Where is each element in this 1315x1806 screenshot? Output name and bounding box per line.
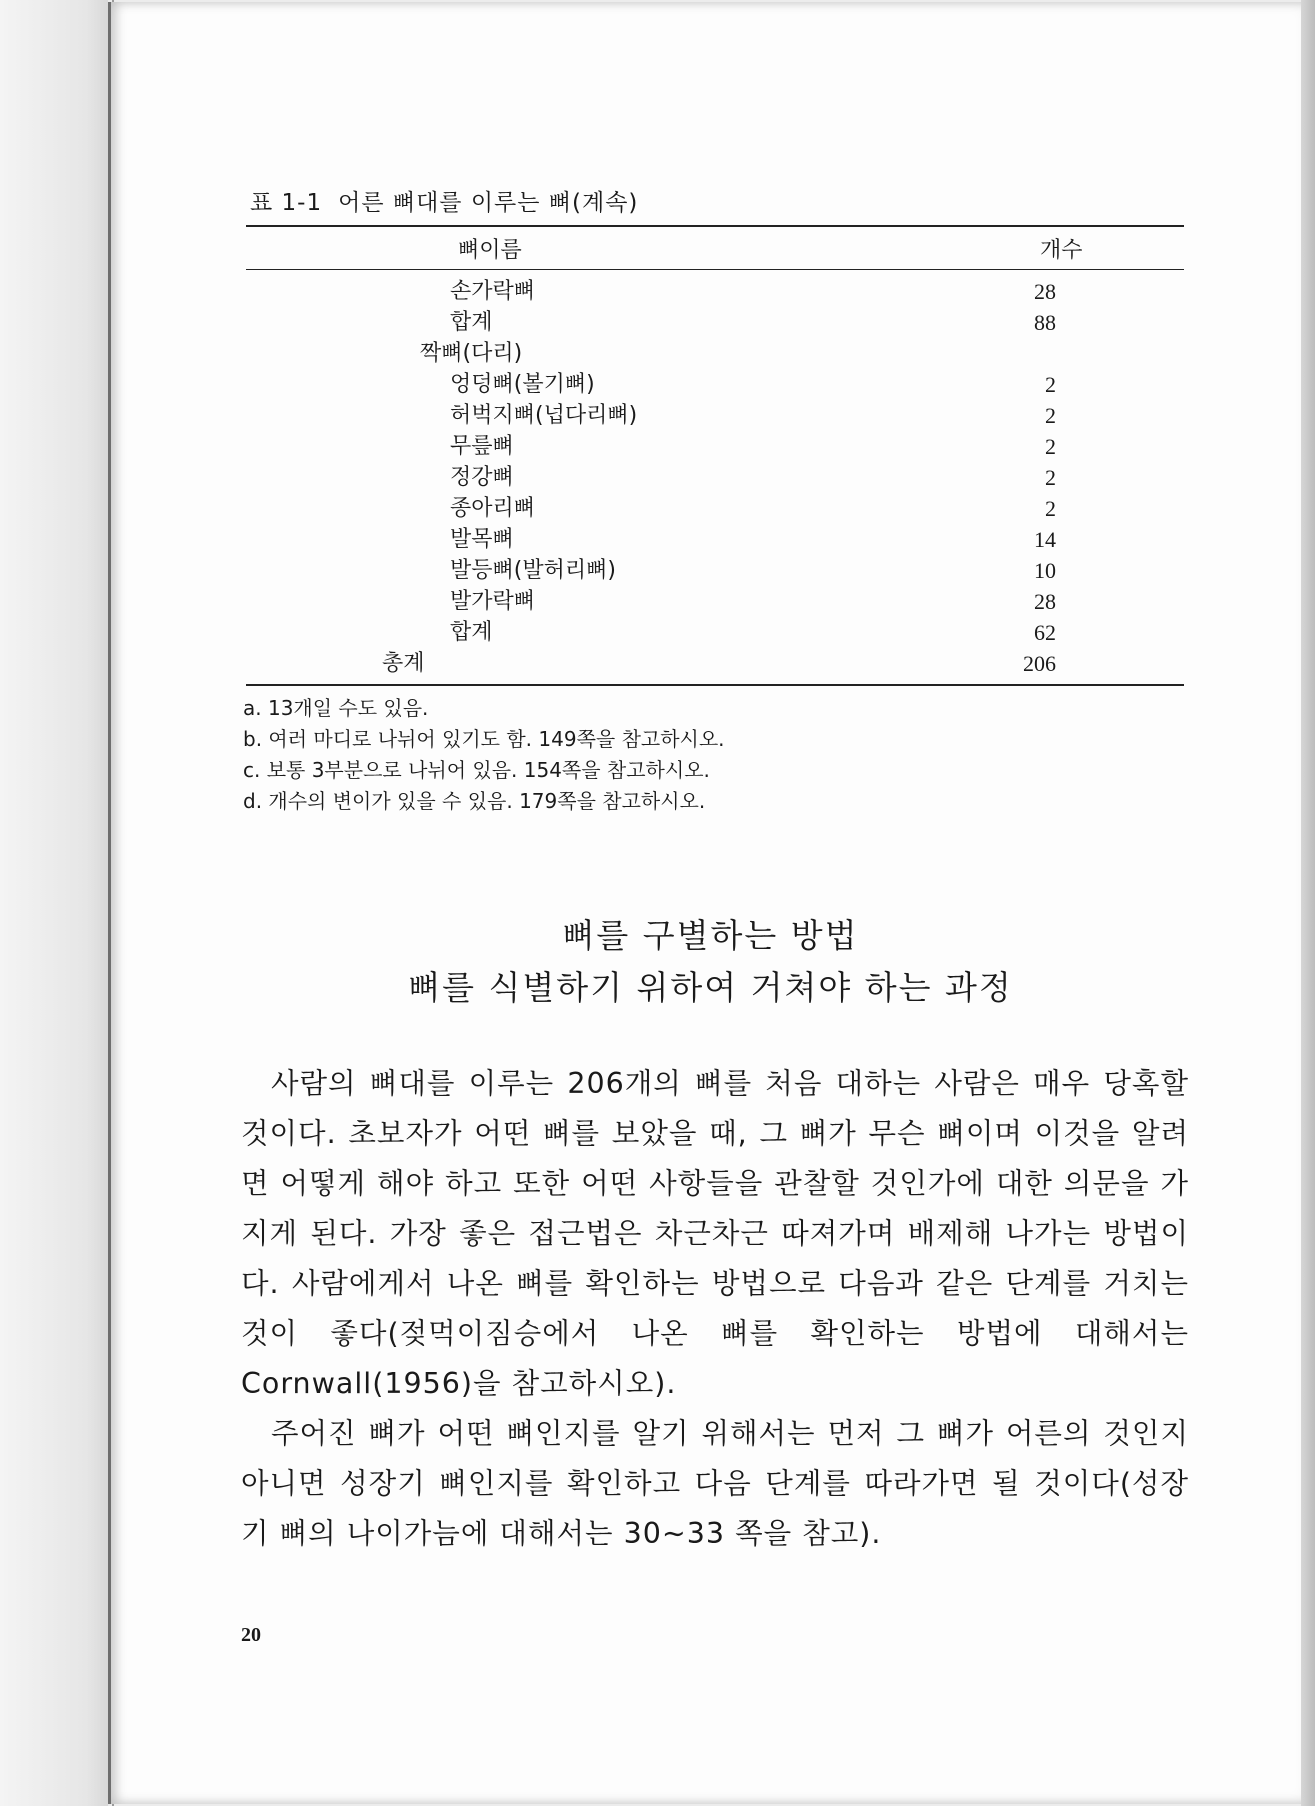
bone-name: 손가락뼈 [450, 279, 536, 304]
table-caption [250, 184, 638, 217]
bone-name: 발등뼈(발허리뼈) [450, 558, 616, 583]
table-row [246, 618, 1184, 648]
table-row [246, 401, 1184, 431]
table-row [246, 370, 1184, 400]
bone-name: 합계 [450, 310, 493, 335]
footnote: d. 개수의 변이가 있을 수 있음. 179쪽을 참고하시오. [243, 789, 706, 813]
bone-count: 28 [1034, 279, 1056, 304]
table-header-name: 뼈이름 [458, 238, 522, 263]
section-title: 뼈를 구별하는 방법 [562, 916, 859, 955]
table-top-rule [246, 225, 1184, 227]
bone-name: 무릎뼈 [450, 434, 514, 459]
section-subtitle: 뼈를 식별하기 위하여 거쳐야 하는 과정 [408, 968, 1013, 1007]
bone-count: 10 [1034, 558, 1056, 583]
table-row [246, 308, 1184, 338]
table-row [246, 649, 1184, 679]
bone-count: 206 [1023, 651, 1056, 676]
bone-count: 2 [1045, 403, 1056, 428]
bone-name: 엉덩뼈(볼기뼈) [450, 372, 595, 397]
bone-group-name: 짝뼈(다리) [420, 341, 523, 366]
table-row [246, 525, 1184, 555]
book-spine [0, 0, 108, 1806]
bone-name: 종아리뼈 [450, 496, 536, 521]
body-paragraph-2: 주어진 뼈가 어떤 뼈인지를 알기 위해서는 먼저 그 뼈가 어른의 것인지 아니면 성장기 뼈인지를 확인하고 다음 단계를 따라가면 될 것이다(성장기 뼈의 나이가늠에 대해서는 30∼33 쪽을 참고). [241, 1417, 1189, 1550]
bone-count: 28 [1034, 589, 1056, 614]
bone-name: 발가락뼈 [450, 589, 536, 614]
bone-count: 2 [1045, 372, 1056, 397]
footnote: c. 보통 3부분으로 나뉘어 있음. 154쪽을 참고하시오. [243, 758, 710, 782]
bone-count: 14 [1034, 527, 1056, 552]
page-right-edge [1301, 0, 1315, 1806]
bone-count: 2 [1045, 496, 1056, 521]
table-caption-number: 표 1-1 [250, 190, 323, 216]
bone-count: 2 [1045, 465, 1056, 490]
table-row [246, 432, 1184, 462]
table-row [246, 277, 1184, 307]
table-row [246, 494, 1184, 524]
table-header-rule [246, 269, 1184, 270]
table-bottom-rule [246, 684, 1184, 686]
table-footnotes [243, 693, 725, 817]
footnote: b. 여러 마디로 나뉘어 있기도 함. 149쪽을 참고하시오. [243, 727, 725, 751]
page-number: 20 [241, 1624, 261, 1646]
table-row [246, 463, 1184, 493]
bone-name: 발목뼈 [450, 527, 514, 552]
bone-count: 88 [1034, 310, 1056, 335]
table-caption-title: 어른 뼈대를 이루는 뼈(계속) [338, 190, 639, 216]
bone-name: 정강뼈 [450, 465, 514, 490]
bone-name: 허벅지뼈(넙다리뼈) [450, 403, 638, 428]
table-header-count: 개수 [1040, 238, 1083, 263]
table-row [246, 339, 1184, 369]
bone-count: 2 [1045, 434, 1056, 459]
table-row [246, 556, 1184, 586]
footnote: a. 13개일 수도 있음. [243, 696, 429, 720]
bone-total-name: 총계 [382, 651, 425, 676]
bone-count: 62 [1034, 620, 1056, 645]
bone-name: 합계 [450, 620, 493, 645]
table-row [246, 587, 1184, 617]
body-paragraph-1: 사람의 뼈대를 이루는 206개의 뼈를 처음 대하는 사람은 매우 당혹할 것이다. 초보자가 어떤 뼈를 보았을 때, 그 뼈가 무슨 뼈이며 이것을 알려면 어떻게 해야 하고 또한 어떤 사항들을 관찰할 것인가에 대한 의문을 가지게 된다. 가장 좋은 접근법은 차근차근 따져가며 배제해 나가는 방법이다. 사람에게서 나온 뼈를 확인하는 방법으로 다음과 같은 단계를 거치는 것이 좋다(젖먹이짐승에서 나온 뼈를 확인하는 방법에 대해서는 Cornwall(1956)을 참고하시오). [241, 1067, 1189, 1400]
